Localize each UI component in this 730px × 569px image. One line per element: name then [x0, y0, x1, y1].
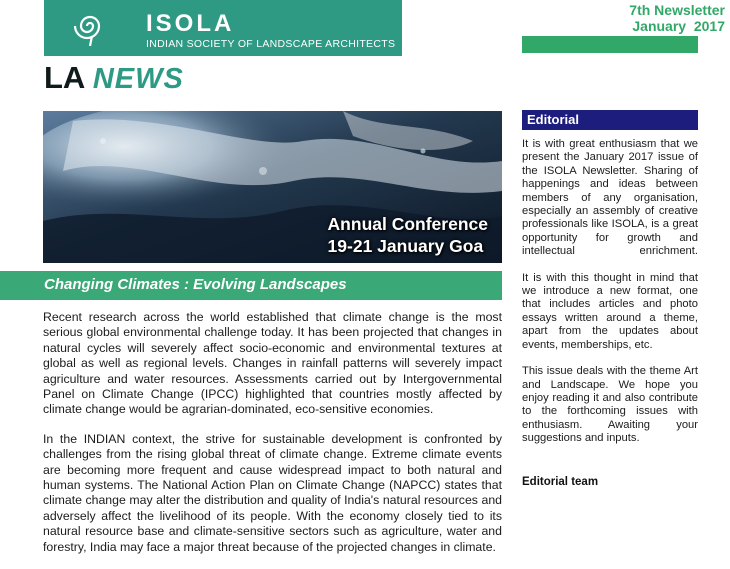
hero-caption [328, 213, 488, 257]
hero-image [43, 111, 502, 263]
editorial-heading: Editorial [522, 110, 698, 130]
article-body [43, 310, 502, 569]
issue-info [629, 2, 725, 34]
masthead-la: LA [44, 60, 85, 95]
editorial-team-heading: Editorial team [522, 476, 599, 488]
editorial-paragraph: It is with great enthusiasm that we present the January 2017 issue of the ISOLA Newsletter. Sharing of happenings and ideas between members of any organisation, especially an assembly of creative professionals like ISOLA, is a great opportunity for growth and intellectual enrichment. [522, 138, 698, 258]
issue-number: 7th Newsletter [629, 2, 725, 18]
issue-date: January 2017 [632, 18, 725, 34]
issue-accent-bar [522, 36, 698, 53]
editorial-body [522, 138, 698, 459]
masthead-news: NEWS [92, 63, 184, 95]
isola-swirl-logo-icon [70, 6, 110, 46]
editorial-paragraph: It is with this thought in mind that we introduce a new format, one that includes articles and photo essays written around a theme, apart from the updates about events, memberships, etc. [522, 271, 698, 351]
article-title: Changing Climates : Evolving Landscapes [44, 276, 347, 293]
org-short-name: ISOLA [146, 10, 235, 37]
header-banner [44, 0, 402, 56]
hero-caption-line1: Annual Conference [327, 214, 488, 234]
article-title-bar [0, 271, 502, 300]
hero-caption-line2: 19-21 January Goa [327, 236, 484, 256]
article-paragraph: In the INDIAN context, the strive for sustainable development is confronted by challenges from the rising global threat of climate change. Extreme climate events are becoming more frequent and cause widespread impact to both natural and human systems. The National Action Plan on Climate Change (NAPCC) states that climate change may alter the distribution and quality of India's natural resources and adversely affect the livelihood of its people. With the economy closely tied to its natural resource base and climate-sensitive sectors such as agriculture, water and forestry, India may face a major threat because of the projected changes in climate. [43, 431, 502, 554]
org-full-name: INDIAN SOCIETY OF LANDSCAPE ARCHITECTS [146, 38, 396, 50]
editorial-paragraph: This issue deals with the theme Art and Landscape. We hope you enjoy reading it and also contribute to the forthcoming issues with enthusiasm. Awaiting your suggestions and inputs. [522, 365, 698, 445]
article-paragraph: Recent research across the world established that climate change is the most serious global environmental challenge today. It has been projected that changes in natural cycles will severely affect socio-economic and environmental textures at global as well as regional levels. Changes in rainfall patterns will severely impact agriculture and water resources. Assessments carried out by Intergovernmental Panel on Climate Change (IPCC) highlighted that countries mostly affected by climate change would be agrarian-dominated, eco-sensitive economies. [43, 310, 502, 417]
masthead [44, 60, 184, 97]
